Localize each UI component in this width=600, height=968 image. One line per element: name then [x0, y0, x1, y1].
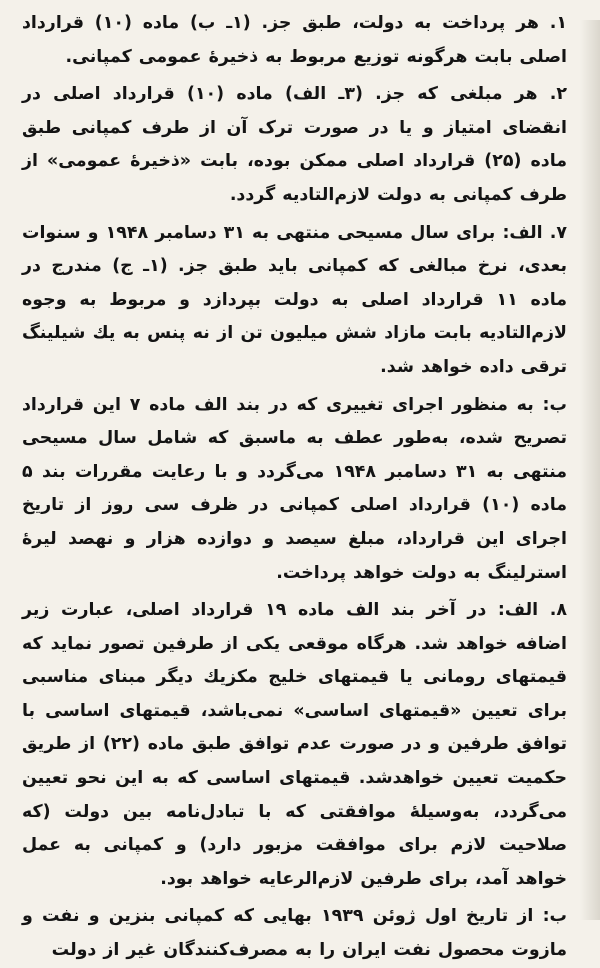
paragraph-7-a: ۷. الف: برای سال مسیحی منتهی به ۳۱ دسامبر ۱۹۴۸ و سنوات بعدی، نرخ مبالغی که کمپانی باید طبق جز. (۱ـ ج) مندرج در ماده ۱۱ قرارداد اصلی به دولت بپردازد و مربوط به وجوه لازم‌التادیه بابت مازاد شش میلیون تن از نه پنس به یك شیلینگ ترقی داده خواهد شد.: [22, 222, 568, 377]
paragraph-1: ۱. هر پرداخت به دولت، طبق جز. (۱ـ ب) ماده (۱۰) قرارداد اصلی بابت هرگونه توزیع مربوط به ذخیرهٔ عمومی کمپانی.: [22, 13, 567, 67]
paragraph-7-b: ب: به منظور اجرای تغییری که در بند الف ماده ۷ این قرارداد تصریح شده، به‌طور عطف به ماسبق که شامل سال مسیحی منتهی به ۳۱ دسامبر ۱۹۴۸ می‌گردد و با رعایت مقررات بند ۵ ماده (۱۰) قرارداد اصلی کمپانی در ظرف سی روز از تاریخ اجرای این قرارداد، مبلغ سیصد و دوازده هزار و نهصد لیرهٔ استرلینگ به دولت خواهد پرداخت.: [22, 394, 567, 583]
paragraph-2: ۲. هر مبلغی که جز. (۳ـ الف) ماده (۱۰) قرارداد اصلی در انقضای امتیاز و یا در صورت ترک آن از طرف کمپانی طبق ماده (۲۵) قرارداد اصلی ممکن بوده، بابت «ذخیرهٔ عمومی» از طرف کمپانی به دولت لازم‌التادیه گردد.: [22, 84, 567, 205]
paragraph-8-b: ب: از تاریخ اول ژوئن ۱۹۳۹ بهایی که کمپانی بنزین و نفت و مازوت محصول نفت ایران را به مصرف‌کنندگان غیر از دولت: [22, 906, 568, 961]
paragraph-8-a: ۸. الف: در آخر بند الف ماده ۱۹ قرارداد اصلی، عبارت زیر اضافه خواهد شد. هرگاه موقعی یکی از طرفین تصور نماید که قیمتهای رومانی یا قیمتهای خلیج مکزیك دیگر مبنای مناسبی برای تعیین «قیمتهای اساسی» نمی‌باشد، قیمتهای اساسی با توافق طرفین و در صورت عدم توافق طبق ماده (۲۲) از طریق حکمیت تعیین خواهدشد. قیمتهای اساسی که به این نحو تعیین می‌گردد، به‌وسیلهٔ موافقتی که با تبادل‌نامه بین دولت (که صلاحیت لازم برای موافقت مزبور دارد) و کمپانی به عمل خواهد آمد، برای طرفین لازم‌الرعایه خواهد بود.: [22, 600, 567, 889]
